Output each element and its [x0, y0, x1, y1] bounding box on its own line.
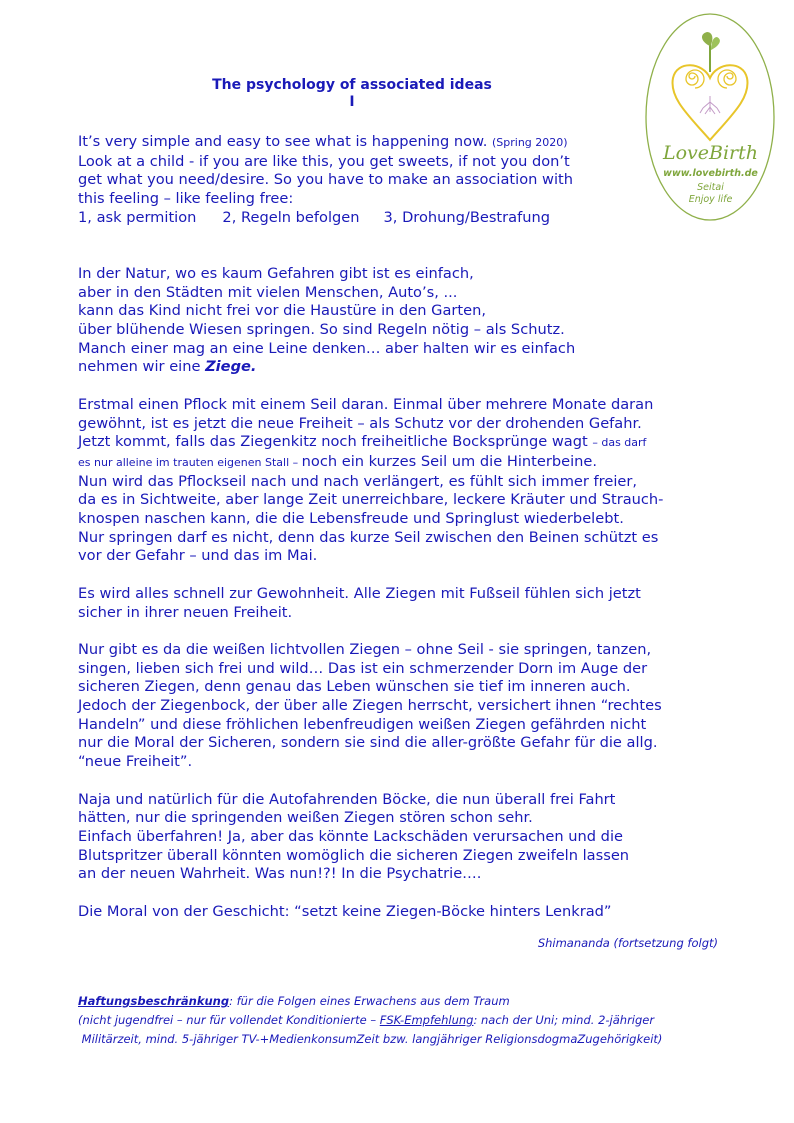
para4-line-4: Jedoch der Ziegenbock, der über alle Ziegen herrscht, versichert ihnen “rechtes [78, 697, 662, 715]
logo-tag-enjoy: Enjoy life [688, 194, 733, 205]
para5-line-1: Naja und natürlich für die Autofahrenden Böcke, die nun überall frei Fahrt [78, 790, 616, 808]
list-item-1: 1, ask permition [78, 208, 197, 226]
para4-line-2: singen, lieben sich frei und wild… Das ist ein schmerzender Dorn im Auge der [78, 659, 648, 677]
para5-line-4: Blutspritzer überall könnten womöglich die sicheren Ziegen zweifeln lassen [78, 846, 630, 864]
para2-line-6: da es in Sichtweite, aber lange Zeit unerreichbare, leckere Kräuter und Strauch- [78, 491, 664, 509]
signature: Shimananda (fortsetzung folgt) [537, 936, 718, 950]
para5-line-3: Einfach überfahren! Ja, aber das könnte Lackschäden verursachen und die [78, 827, 623, 845]
para4-line-5: Handeln” und diese fröhlichen lebenfreudigen weißen Ziegen gefährden nicht [78, 715, 647, 733]
footer-disclaimer [78, 992, 662, 1049]
para2-line-3-text: Jetzt kommt, falls das Ziegenkitz noch freiheitliche Bocksprünge wagt [78, 433, 593, 451]
para2-line-4-text: noch ein kurzes Seil um die Hinterbeine. [301, 452, 597, 470]
para2-line-9: vor der Gefahr – und das im Mai. [78, 547, 318, 565]
para2-line-2: gewöhnt, ist es jetzt die neue Freiheit – als Schutz vor der drohenden Gefahr. [78, 414, 642, 432]
list-item-2: 2, Regeln befolgen [222, 208, 360, 226]
para1-line-6 [78, 358, 728, 377]
intro-line-1-text: It’s very simple and easy to see what is happening now. [78, 133, 492, 150]
title-line-2: I [349, 94, 355, 110]
intro-list [78, 209, 728, 228]
fsk-label: FSK-Empfehlung [379, 1013, 474, 1027]
para4-line-6: nur die Moral der Sicheren, sondern sie sind die aller-größte Gefahr für die allg. [78, 734, 658, 752]
moral-line: Die Moral von der Geschicht: “setzt keine Ziegen-Böcke hinters Lenkrad” [78, 902, 612, 920]
para3-line-2: sicher in ihrer neuen Freiheit. [78, 603, 293, 621]
para2-aside-2: es nur alleine im trauten eigenen Stall – [78, 455, 302, 469]
para4-line-7: “neue Freiheit”. [78, 753, 193, 771]
ziege-emphasis: Ziege. [205, 358, 257, 376]
footer-line-3: Militärzeit, mind. 5-jähriger TV-+MedienkonsumZeit bzw. langjähriger ReligionsdogmaZugehörigkeit) [78, 1032, 663, 1046]
para2-line-8: Nur springen darf es nicht, denn das kurze Seil zwischen den Beinen schützt es [78, 528, 659, 546]
para5-line-5: an der neuen Wahrheit. Was nun!?! In die Psychatrie…. [78, 865, 482, 883]
logo-url: www.lovebirth.de [663, 168, 758, 179]
disclaimer-label: Haftungsbeschränkung [78, 994, 230, 1008]
para2-aside-1: – das darf [592, 436, 647, 450]
intro-line-2: Look at a child - if you are like this, you get sweets, if not you don’t [78, 152, 570, 170]
document-title [0, 77, 704, 111]
para5-line-2: hätten, nur die springenden weißen Ziegen stören schon sehr. [78, 809, 533, 827]
para1-line-4: über blühende Wiesen springen. So sind Regeln nötig – als Schutz. [78, 321, 565, 339]
disclaimer-text: : für die Folgen eines Erwachens aus dem Traum [229, 994, 510, 1008]
list-item-3: 3, Drohung/Bestrafung [383, 208, 550, 226]
para2-line-1: Erstmal einen Pflock mit einem Seil daran. Einmal über mehrere Monate daran [78, 395, 654, 413]
para1-line-6-text: nehmen wir eine [78, 358, 206, 376]
para1-line-2: aber in den Städten mit vielen Menschen, Auto’s, ... [78, 283, 458, 301]
logo-brand: LoveBirth [662, 142, 759, 164]
para2-line-7: knospen naschen kann, die die Lebensfreude und Springlust wiederbelebt. [78, 510, 624, 528]
intro-date-note: (Spring 2020) [491, 136, 568, 149]
intro-line-3: get what you need/desire. So you have to make an association with [78, 171, 573, 189]
para2-line-5: Nun wird das Pflockseil nach und nach verlängert, es fühlt sich immer freier, [78, 472, 637, 490]
para4-line-3: sicheren Ziegen, denn genau das Leben wünschen sie tief im inneren auch. [78, 678, 631, 696]
document-body [78, 133, 728, 921]
para1-line-3: kann das Kind nicht frei vor die Haustüre in den Garten, [78, 302, 487, 320]
para4-line-1: Nur gibt es da die weißen lichtvollen Ziegen – ohne Seil - sie springen, tanzen, [78, 640, 652, 658]
footer-line-2-prefix: (nicht jugendfrei – nur für vollendet Konditionierte – [78, 1013, 380, 1027]
para1-line-5: Manch einer mag an eine Leine denken… aber halten wir es einfach [78, 339, 576, 357]
para2-line-3 [78, 433, 728, 453]
para3-line-1: Es wird alles schnell zur Gewohnheit. Alle Ziegen mit Fußseil fühlen sich jetzt [78, 584, 641, 602]
footer-line-2-suffix: : nach der Uni; mind. 2-jähriger [473, 1013, 655, 1027]
para1-line-1: In der Natur, wo es kaum Gefahren gibt ist es einfach, [78, 264, 474, 282]
footer-line-1 [78, 992, 662, 1011]
para2-line-4 [78, 453, 728, 473]
intro-line-4: this feeling – like feeling free: [78, 190, 294, 208]
logo-tag-seitai: Seitai [697, 182, 724, 193]
title-line-1: The psychology of associated ideas [212, 77, 492, 93]
footer-line-2 [78, 1011, 662, 1030]
intro-line-1 [78, 133, 728, 153]
